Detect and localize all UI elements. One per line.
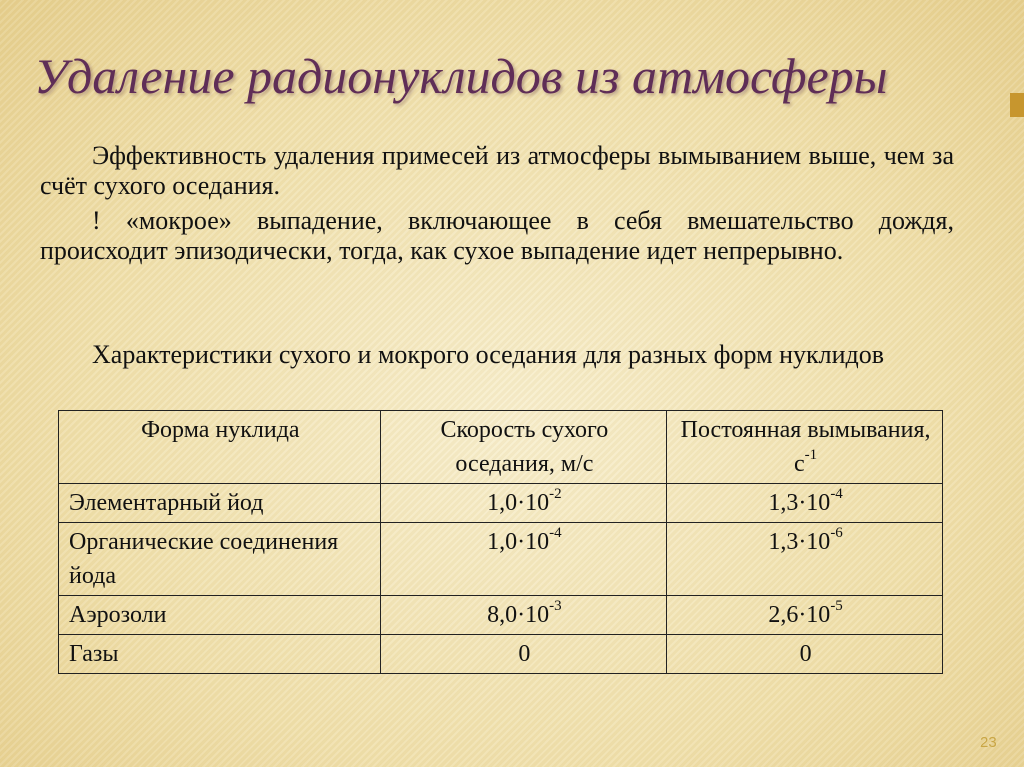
header-washout-exponent: -1 <box>804 447 818 463</box>
value-mantissa: 1,0·10 <box>487 529 550 555</box>
value-exponent: -2 <box>549 486 562 502</box>
table-header-row <box>59 411 943 484</box>
corner-accent-bar <box>1010 93 1024 117</box>
value-exponent: -6 <box>830 525 843 541</box>
paragraph-table-caption: Характеристики сухого и мокрого оседания для разных форм нуклидов <box>92 340 885 369</box>
row-name: Газы <box>59 635 381 674</box>
deposition-table <box>58 410 943 674</box>
row-name: Элементарный йод <box>59 484 381 523</box>
value-mantissa: 0 <box>518 641 531 667</box>
row-dry-velocity <box>380 596 666 635</box>
row-dry-velocity <box>380 484 666 523</box>
value-exponent: -3 <box>549 598 562 614</box>
value-exponent: -4 <box>549 525 562 541</box>
value-mantissa: 1,3·10 <box>768 490 831 516</box>
row-washout-constant <box>667 635 943 674</box>
header-washout-text: Постоянная вымывания, с <box>680 417 931 477</box>
header-washout-constant <box>667 411 943 484</box>
row-dry-velocity <box>380 523 666 596</box>
row-dry-velocity <box>380 635 666 674</box>
table-row <box>59 484 943 523</box>
row-washout-constant <box>667 596 943 635</box>
row-name: Органические соединения йода <box>59 523 381 596</box>
value-mantissa: 8,0·10 <box>487 602 550 628</box>
paragraph-wet-deposition: ! «мокрое» выпадение, включающее в себя вмешательство дождя, происходит эпизодически, тогда, как сухое выпадение идет непрерывно. <box>40 206 954 265</box>
value-exponent: -4 <box>830 486 843 502</box>
header-dry-velocity: Скорость сухого оседания, м/с <box>380 411 666 484</box>
header-nuclide-form: Форма нуклида <box>59 411 381 484</box>
row-washout-constant <box>667 484 943 523</box>
paragraph-efficiency: Эффективность удаления примесей из атмосферы вымыванием выше, чем за счёт сухого оседания. <box>40 141 954 200</box>
value-mantissa: 1,3·10 <box>768 529 831 555</box>
value-mantissa: 1,0·10 <box>487 490 550 516</box>
table-row <box>59 523 943 596</box>
row-name: Аэрозоли <box>59 596 381 635</box>
page-number: 23 <box>980 734 997 751</box>
row-washout-constant <box>667 523 943 596</box>
table-row <box>59 635 943 674</box>
table-row <box>59 596 943 635</box>
value-mantissa: 2,6·10 <box>768 602 831 628</box>
slide-title: Удаление радионуклидов из атмосферы <box>34 48 888 104</box>
value-mantissa: 0 <box>799 641 812 667</box>
value-exponent: -5 <box>830 598 843 614</box>
